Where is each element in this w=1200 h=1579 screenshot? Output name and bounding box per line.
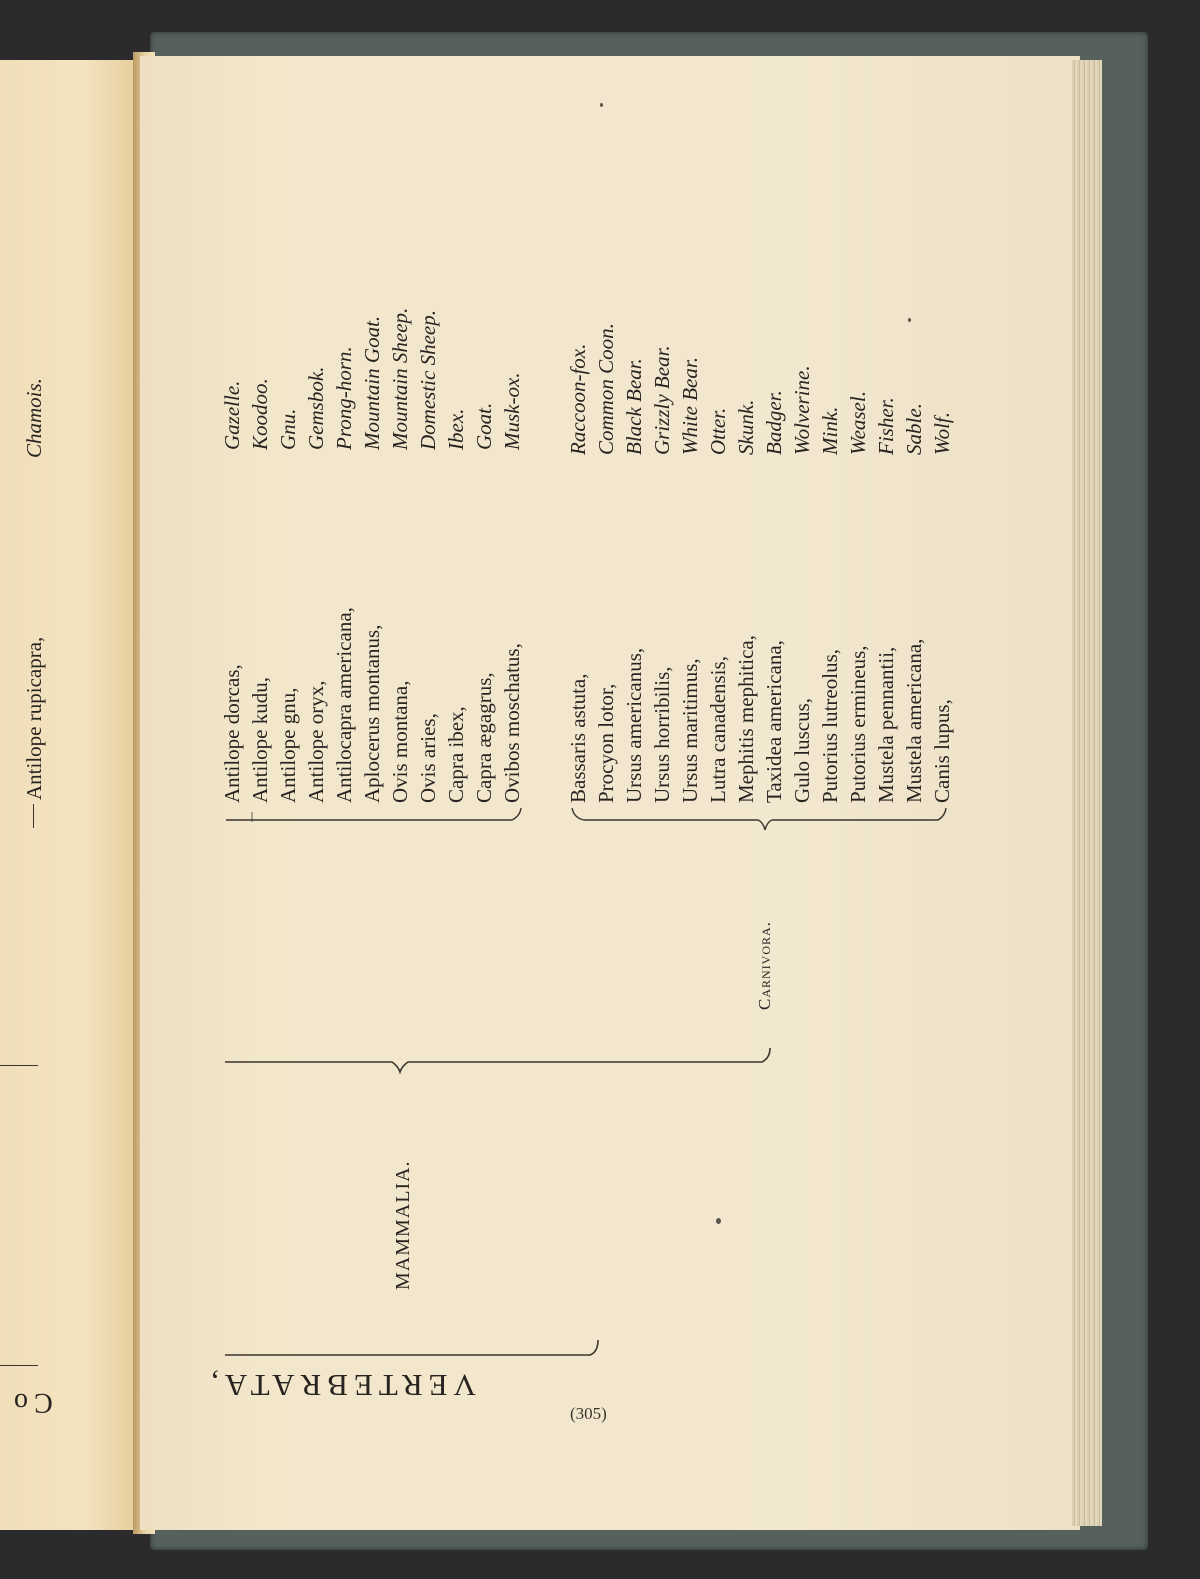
latin-name: Capra ibex, xyxy=(444,706,468,803)
common-name: Goat. xyxy=(472,402,496,450)
latin-name: Antilope gnu, xyxy=(276,687,300,803)
order-label: Carnivora. xyxy=(755,921,774,1010)
common-name: Koodoo. xyxy=(248,378,272,450)
common-name: Common Coon. xyxy=(594,323,618,455)
common-name: Mountain Sheep. xyxy=(388,307,412,450)
common-name: Wolverine. xyxy=(790,365,814,455)
common-name: Mountain Goat. xyxy=(360,315,384,450)
latin-name: Mephitis mephitica, xyxy=(734,635,758,803)
latin-name: Antilocapra americana, xyxy=(332,607,356,803)
latin-name: Capra ægagrus, xyxy=(472,672,496,803)
common-name: Sable. xyxy=(902,403,926,455)
common-name: Badger. xyxy=(762,390,786,455)
common-name: Fisher. xyxy=(874,397,898,455)
common-name: Domestic Sheep. xyxy=(416,310,440,450)
common-name: Grizzly Bear. xyxy=(650,345,674,455)
paper-speck xyxy=(908,318,911,322)
page-number: (305) xyxy=(570,1404,607,1423)
latin-name: Antilope dorcas, xyxy=(220,664,244,803)
common-name: Black Bear. xyxy=(622,358,646,455)
latin-name: Lutra canadensis, xyxy=(706,656,730,803)
latin-name: Canis lupus, xyxy=(930,699,954,803)
common-name: Skunk. xyxy=(734,399,758,455)
latin-name: Aplocerus montanus, xyxy=(360,624,384,803)
latin-name: Antilope kudu, xyxy=(248,677,272,803)
latin-name: Bassaris astuta, xyxy=(566,673,590,803)
left-page-latin: Antilope rupicapra, xyxy=(22,636,46,800)
common-name: Musk-ox. xyxy=(500,372,524,450)
latin-name: Ursus horribilis, xyxy=(650,666,674,803)
common-name: Gemsbok. xyxy=(304,366,328,450)
left-page-edge-text: Co xyxy=(8,1387,53,1418)
common-name: Ibex. xyxy=(444,408,468,450)
latin-name: Ovis aries, xyxy=(416,713,440,803)
common-name: Wolf. xyxy=(930,412,954,455)
common-name: Gazelle. xyxy=(220,380,244,450)
common-name: White Bear. xyxy=(678,357,702,455)
latin-name: Mustela americana, xyxy=(902,638,926,803)
class-label: MAMMALIA. xyxy=(392,1160,414,1290)
latin-name: Ursus maritimus, xyxy=(678,658,702,803)
latin-name: Taxidea americana, xyxy=(762,640,786,803)
latin-name: Ursus americanus, xyxy=(622,647,646,803)
common-name: Gnu. xyxy=(276,408,300,450)
common-name: Otter. xyxy=(706,407,730,455)
latin-name: Ovibos moschatus, xyxy=(500,643,524,803)
latin-name: Putorius ermineus, xyxy=(846,645,870,803)
latin-name: Antilope oryx, xyxy=(304,680,328,803)
paper-speck xyxy=(716,1218,721,1224)
left-page-common: Chamois. xyxy=(22,378,46,458)
latin-name: Mustela pennantii, xyxy=(874,646,898,803)
latin-name: Ovis montana, xyxy=(388,680,412,803)
common-name: Weasel. xyxy=(846,391,870,455)
common-name: Prong-horn. xyxy=(332,346,356,450)
paper-speck xyxy=(600,103,603,107)
common-name: Raccoon-fox. xyxy=(566,343,590,455)
latin-name: Gulo luscus, xyxy=(790,698,814,803)
latin-name: Putorius lutreolus, xyxy=(818,648,842,803)
latin-name: Procyon lotor, xyxy=(594,683,618,803)
common-name: Mink. xyxy=(818,406,842,455)
phylum-heading: VERTEBRATA, xyxy=(205,1368,476,1403)
